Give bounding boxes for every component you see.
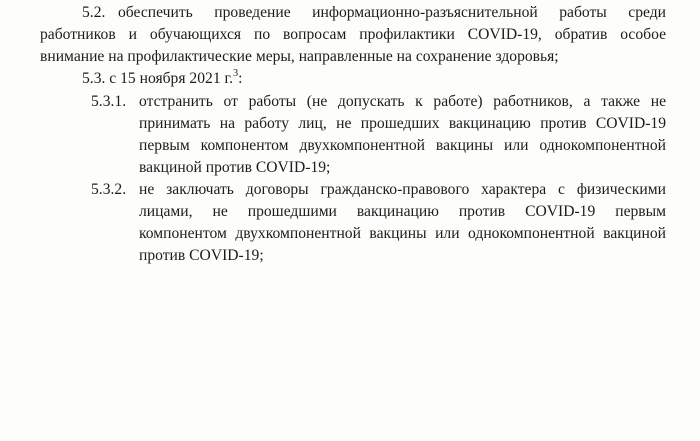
- item-5-3-1-line-1: отстранить от работы (не допускать к работе) работников, а также не: [139, 93, 666, 110]
- footnote-3-marker: 3: [233, 68, 239, 79]
- item-5-3-2-line-2: лицами, не прошедшими вакцинацию против COVID-19 первым: [139, 203, 666, 220]
- item-5-3-2-line-4: против COVID-19;: [139, 247, 264, 264]
- item-5-3-date: с 15 ноября 2021 г.: [109, 70, 234, 87]
- item-5-2-line-3: внимание на профилактические меры, направленные на сохранение здоровья;: [40, 48, 559, 65]
- item-number-5-3: 5.3.: [82, 70, 106, 87]
- item-5-3-heading: [82, 68, 242, 90]
- item-number-5-3-2: 5.3.2.: [91, 181, 127, 198]
- item-number-5-2: 5.2.: [82, 4, 106, 21]
- item-5-3-2-line-1: не заключать договоры гражданско-правового характера с физическими: [139, 181, 666, 198]
- item-5-2-line-2: работников и обучающихся по вопросам профилактики COVID-19, обратив особое: [40, 26, 666, 43]
- item-5-3-1-line-2: принимать на работу лиц, не прошедших вакцинацию против COVID-19: [139, 115, 666, 132]
- item-number-5-3-1: 5.3.1.: [91, 93, 127, 110]
- item-5-3-colon: :: [238, 70, 243, 87]
- item-5-3-1-line-3: первым компонентом двухкомпонентной вакцины или однокомпонентной: [139, 137, 666, 154]
- item-5-3-2-line-3: компонентом двухкомпонентной вакцины или однокомпонентной вакциной: [139, 225, 666, 242]
- item-5-2-line-1: обеспечить проведение информационно-разъяснительной работы среди: [118, 4, 666, 21]
- item-5-3-1-line-4: вакциной против COVID-19;: [139, 159, 331, 176]
